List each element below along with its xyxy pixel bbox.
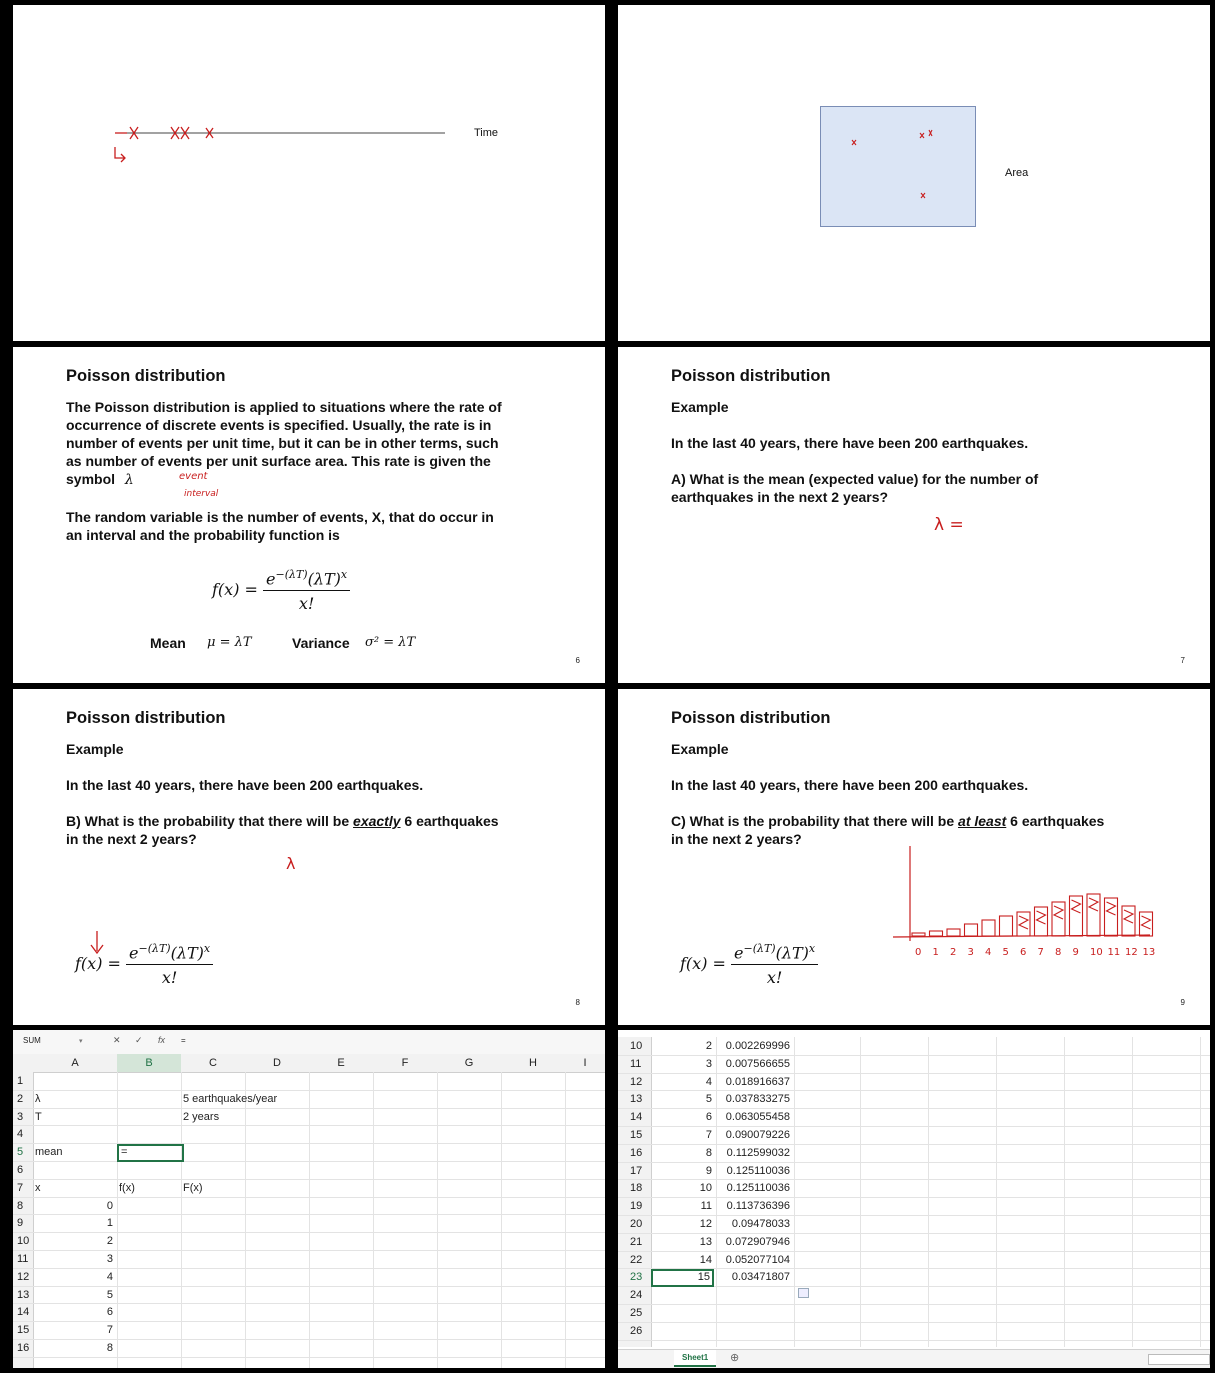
area-label: Area	[1005, 167, 1029, 179]
grid-line	[13, 1143, 605, 1144]
cell-a3[interactable]: T	[35, 1110, 42, 1123]
grid-line	[501, 1072, 502, 1368]
page-number: 7	[1180, 656, 1185, 665]
x-value-cell[interactable]: 0	[106, 1199, 113, 1212]
grid-line	[928, 1037, 929, 1347]
example-heading: Example	[671, 741, 729, 757]
spreadsheet-bottom	[610, 1030, 1210, 1368]
sketch-tick-label: 5	[1002, 947, 1009, 958]
sketch-bar	[1017, 912, 1030, 936]
row-number[interactable]: 12	[17, 1270, 30, 1283]
grid-line	[13, 1357, 605, 1358]
sketch-bar	[1000, 916, 1013, 936]
slide-poisson-definition	[5, 347, 605, 683]
grid-line	[996, 1037, 997, 1347]
mean-formula: μ = λT	[207, 635, 252, 650]
cell-b7[interactable]: f(x)	[119, 1181, 135, 1194]
x-value-cell[interactable]: 6	[705, 1111, 712, 1124]
x-value-cell[interactable]: 14	[699, 1253, 712, 1266]
sheet-tab[interactable]: Sheet1	[674, 1350, 716, 1367]
page-number: 6	[575, 656, 580, 665]
grid-line	[13, 1125, 605, 1126]
x-value-cell[interactable]: 5	[705, 1093, 712, 1106]
sketch-shading	[1142, 916, 1151, 929]
grid-line	[13, 1090, 605, 1091]
slide-title: Poisson distribution	[671, 709, 831, 727]
grid-line	[860, 1037, 861, 1347]
sketch-tick-label: 13	[1142, 947, 1156, 958]
x-value-cell[interactable]: 2	[705, 1040, 712, 1052]
horizontal-scrollbar[interactable]	[1148, 1354, 1210, 1365]
slide-title: Poisson distribution	[66, 367, 226, 385]
fx-value-cell[interactable]: 0.072907946	[725, 1235, 790, 1248]
x-value-cell[interactable]: 3	[705, 1057, 712, 1070]
x-value-cell[interactable]: 3	[106, 1253, 113, 1265]
x-value-cell[interactable]: 10	[699, 1182, 712, 1195]
row-number[interactable]: 15	[17, 1324, 30, 1337]
row-number[interactable]: 14	[630, 1111, 643, 1124]
grid-line	[618, 1108, 1210, 1109]
fx-value-cell[interactable]: 0.063055458	[725, 1111, 790, 1124]
row-number[interactable]: 21	[630, 1235, 643, 1248]
spreadsheet-top	[5, 1030, 605, 1368]
x-value-cell[interactable]: 9	[705, 1164, 712, 1177]
sketch-shading	[1054, 906, 1063, 919]
grid-line	[13, 1303, 605, 1304]
grid-line	[618, 1126, 1210, 1127]
function-icon[interactable]: fx	[158, 1035, 166, 1045]
row-number[interactable]: 11	[17, 1253, 29, 1265]
fx-value-cell[interactable]: 0.03471807	[731, 1271, 790, 1284]
sketch-tick-label: 0	[915, 947, 922, 958]
formula-input[interactable]: =	[181, 1036, 186, 1045]
row-number[interactable]: 12	[630, 1075, 643, 1088]
sketch-tick-label: 6	[1020, 947, 1027, 958]
area-events	[610, 5, 1210, 341]
row-number[interactable]: 10	[17, 1235, 30, 1248]
earthquake-statement: In the last 40 years, there have been 200 earthquakes.	[66, 777, 424, 793]
row-number[interactable]: 14	[17, 1306, 30, 1319]
grid-line	[13, 1321, 605, 1322]
sheet-tab-bar	[618, 1349, 1210, 1368]
x-value-cell[interactable]: 6	[106, 1306, 113, 1319]
question-b: B) What is the probability that there will be exactly 6 earthquakes in the next 2 years?	[66, 813, 499, 847]
row-number[interactable]: 16	[17, 1342, 30, 1354]
handwritten-interval: interval	[184, 489, 219, 499]
grid-line	[794, 1037, 795, 1347]
grid-line	[1200, 1037, 1201, 1347]
cell-a7[interactable]: x	[35, 1181, 41, 1194]
fx-value-cell[interactable]: 0.018916637	[725, 1075, 790, 1088]
x-value-cell[interactable]: 8	[705, 1146, 712, 1159]
row-number[interactable]: 22	[630, 1253, 643, 1266]
row-number[interactable]: 9	[17, 1217, 24, 1230]
grid-line	[1064, 1037, 1065, 1347]
name-box[interactable]: SUM	[23, 1036, 41, 1045]
question-a: A) What is the mean (expected value) for the number of earthquakes in the next 2 years?	[671, 471, 1039, 505]
formula-bar-row	[13, 1030, 605, 1055]
fx-value-cell[interactable]: 0.002269996	[725, 1040, 790, 1052]
row-number[interactable]: 5	[17, 1146, 24, 1159]
definition-paragraph: The Poisson distribution is applied to situations where the rate of occurrence of discrete events is specified. Usually, the rate is in number of events per unit time, but it can be in other terms, such as number of events per unit surface area. This rate is given the symbol λ	[66, 399, 502, 488]
sketch-tick-label: 2	[950, 947, 957, 958]
example-heading: Example	[66, 741, 124, 757]
x-value-cell[interactable]: 8	[106, 1342, 113, 1354]
row-number[interactable]: 18	[630, 1182, 643, 1195]
sketch-tick-label: 3	[967, 947, 974, 958]
grid-line	[565, 1072, 566, 1368]
column-header-g[interactable]: G	[464, 1057, 474, 1069]
slide-time-line	[5, 5, 605, 341]
column-header-e[interactable]: E	[337, 1057, 345, 1069]
poisson-formula: f(x) = $\frac{e^{-(\lambda T)}(\lambda T)^x}{x!}$	[212, 568, 350, 613]
sketch-bar	[965, 924, 978, 936]
question-c: C) What is the probability that there will be at least 6 earthquakes in the next 2 years?	[671, 813, 1105, 847]
slide-example-a	[610, 347, 1210, 683]
row-number[interactable]: 3	[17, 1110, 24, 1123]
fx-value-cell[interactable]: 0.113736396	[726, 1200, 790, 1213]
column-header-h[interactable]: H	[529, 1057, 537, 1069]
poisson-formula: f(x) = $\frac{e^{-(\lambda T)}(\lambda T)^x}{x!}$	[75, 942, 213, 987]
row-number[interactable]: 11	[630, 1057, 642, 1070]
grid-line	[13, 1286, 605, 1287]
column-header-c[interactable]: C	[209, 1057, 217, 1069]
grid-line	[13, 1214, 605, 1215]
handwritten-lambda: λ	[286, 854, 296, 873]
row-number[interactable]: 13	[630, 1093, 643, 1106]
excel-window	[618, 1030, 1210, 1368]
sketch-tick-label: 7	[1037, 947, 1044, 958]
x-value-cell[interactable]: 11	[700, 1200, 712, 1213]
add-sheet-icon[interactable]: ⊕	[730, 1352, 740, 1364]
sketch-shading	[1037, 911, 1046, 924]
fx-value-cell[interactable]: 0.037833275	[725, 1093, 790, 1106]
row-number[interactable]: 20	[630, 1218, 643, 1230]
grid-line	[618, 1251, 1210, 1252]
grid-line	[618, 1322, 1210, 1323]
fx-value-cell[interactable]: 0.052077104	[725, 1253, 790, 1266]
grid-line	[181, 1072, 182, 1368]
grid-line	[618, 1233, 1210, 1234]
sketch-tick-label: 8	[1055, 947, 1062, 958]
sketch-shading	[1124, 910, 1133, 923]
x-value-cell[interactable]: 12	[699, 1218, 712, 1230]
grid-line	[618, 1090, 1210, 1091]
row-number[interactable]: 13	[17, 1288, 30, 1301]
sketch-tick-label: 12	[1125, 947, 1138, 958]
x-value-cell[interactable]: 7	[106, 1324, 113, 1337]
x-value-cell[interactable]: 4	[106, 1270, 113, 1283]
x-value-cell[interactable]: 1	[106, 1217, 113, 1230]
excel-window	[13, 1030, 605, 1368]
active-cell-b5[interactable]: =	[117, 1144, 184, 1162]
mean-label: Mean	[150, 635, 186, 651]
slide-example-b	[5, 689, 605, 1025]
fx-value-cell[interactable]: 0.090079226	[725, 1129, 790, 1141]
grid-line	[618, 1215, 1210, 1216]
random-variable-paragraph: The random variable is the number of events, X, that do occur in an interval and the probability function is	[66, 509, 494, 543]
sketch-tick-label: 9	[1072, 947, 1079, 958]
cancel-icon[interactable]: ✕	[113, 1035, 121, 1045]
row-number[interactable]: 1	[17, 1075, 24, 1087]
sketch-shading	[1089, 898, 1098, 911]
grid-line	[618, 1197, 1210, 1198]
grid-line	[13, 1232, 605, 1233]
cell-c3[interactable]: 2 years	[183, 1110, 220, 1123]
grid-line	[13, 1197, 605, 1198]
row-number[interactable]: 6	[17, 1164, 24, 1176]
row-number[interactable]: 25	[630, 1307, 643, 1319]
enter-icon[interactable]: ✓	[135, 1035, 143, 1045]
cell-a2[interactable]: λ	[35, 1092, 41, 1105]
x-value-cell[interactable]: 4	[705, 1075, 712, 1088]
row-number[interactable]: 2	[17, 1092, 24, 1105]
grid-line	[13, 1250, 605, 1251]
column-header-b[interactable]: B	[117, 1054, 181, 1072]
timeline-drawing	[5, 5, 605, 341]
time-axis-label: Time	[474, 127, 499, 139]
column-header-a[interactable]: A	[71, 1057, 79, 1069]
row-number[interactable]: 15	[630, 1129, 643, 1141]
variance-formula: σ² = λT	[365, 635, 416, 650]
earthquake-statement: In the last 40 years, there have been 200 earthquakes.	[671, 777, 1029, 793]
x-value-cell[interactable]: 13	[699, 1235, 712, 1248]
grid-line	[373, 1072, 374, 1368]
sketch-tick-label: 11	[1107, 947, 1121, 958]
slide-title: Poisson distribution	[66, 709, 226, 727]
sketch-shading	[1019, 916, 1028, 929]
grid-line	[1132, 1037, 1133, 1347]
sketch-bar	[912, 933, 925, 936]
active-cell[interactable]: 15	[651, 1269, 714, 1287]
column-header-d[interactable]: D	[273, 1057, 281, 1069]
row-number[interactable]: 19	[630, 1200, 643, 1213]
sketch-shading	[1107, 902, 1116, 915]
handwritten-event: event	[179, 471, 208, 482]
grid-line	[13, 1268, 605, 1269]
grid-line	[13, 1161, 605, 1162]
grid-line	[618, 1073, 1210, 1074]
paste-options-icon[interactable]	[798, 1288, 809, 1298]
grid-line	[618, 1162, 1210, 1163]
row-number[interactable]: 16	[630, 1146, 643, 1159]
variance-label: Variance	[292, 635, 350, 651]
grid-line	[117, 1072, 118, 1368]
x-value-cell[interactable]: 2	[106, 1235, 113, 1248]
row-number[interactable]: 4	[17, 1128, 24, 1141]
cell-grid[interactable]	[618, 1037, 1210, 1347]
sketch-bar	[947, 929, 960, 936]
column-header-i[interactable]: I	[583, 1057, 587, 1069]
fx-value-cell[interactable]: 0.007566655	[725, 1057, 790, 1070]
name-box-dropdown-icon[interactable]: ▾	[79, 1038, 83, 1045]
sketch-bar	[1140, 912, 1153, 936]
row-number[interactable]: 10	[630, 1040, 643, 1052]
page-number: 8	[575, 998, 580, 1007]
grid-line	[437, 1072, 438, 1368]
row-number[interactable]: 26	[630, 1324, 643, 1337]
grid-line	[13, 1179, 605, 1180]
grid-line	[618, 1179, 1210, 1180]
example-heading: Example	[671, 399, 729, 415]
row-number[interactable]: 24	[630, 1289, 643, 1302]
grid-line	[13, 1108, 605, 1109]
grid-line	[618, 1144, 1210, 1145]
row-number[interactable]: 7	[17, 1181, 24, 1194]
earthquake-statement: In the last 40 years, there have been 200 earthquakes.	[671, 435, 1029, 451]
grid-line	[618, 1055, 1210, 1056]
column-header-f[interactable]: F	[401, 1057, 409, 1069]
cell-c2[interactable]: 5 earthquakes/year	[183, 1092, 278, 1105]
row-number[interactable]: 17	[630, 1164, 643, 1177]
sketch-shading	[1072, 900, 1081, 913]
slide-title: Poisson distribution	[671, 367, 831, 385]
poisson-formula: f(x) = $\frac{e^{-(\lambda T)}(\lambda T)^x}{x!}$	[680, 942, 818, 987]
grid-line	[13, 1339, 605, 1340]
cell-c7[interactable]: F(x)	[183, 1181, 203, 1194]
cell-a5[interactable]: mean	[35, 1146, 63, 1159]
sketch-bar	[1052, 902, 1065, 936]
handwritten-lambda-equals: λ =	[934, 515, 964, 535]
row-number[interactable]: 8	[17, 1199, 24, 1212]
page-number: 9	[1180, 998, 1185, 1007]
fx-value-cell[interactable]: 0.09478033	[731, 1218, 790, 1230]
slide-example-c	[610, 689, 1210, 1025]
grid-line	[618, 1304, 1210, 1305]
column-header-row	[13, 1054, 605, 1073]
row-number[interactable]: 23	[630, 1271, 643, 1284]
x-value-cell[interactable]: 5	[106, 1288, 113, 1301]
slide-area	[610, 5, 1210, 341]
fx-value-cell[interactable]: 0.112599032	[726, 1146, 790, 1159]
x-value-cell[interactable]: 7	[705, 1129, 712, 1141]
sketch-tick-label: 10	[1090, 947, 1103, 958]
grid-line	[618, 1340, 1210, 1341]
sketch-tick-label: 4	[985, 947, 992, 958]
lambda-symbol: λ	[124, 472, 134, 488]
sketch-bar	[930, 931, 943, 936]
sketch-bar	[982, 920, 995, 936]
fx-value-cell[interactable]: 0.125110036	[726, 1182, 790, 1195]
cell-grid[interactable]	[13, 1072, 605, 1368]
grid-line	[245, 1072, 246, 1368]
grid-line	[309, 1072, 310, 1368]
fx-value-cell[interactable]: 0.125110036	[726, 1164, 790, 1177]
sketch-tick-label: 1	[932, 947, 939, 958]
event-marks	[115, 127, 213, 162]
